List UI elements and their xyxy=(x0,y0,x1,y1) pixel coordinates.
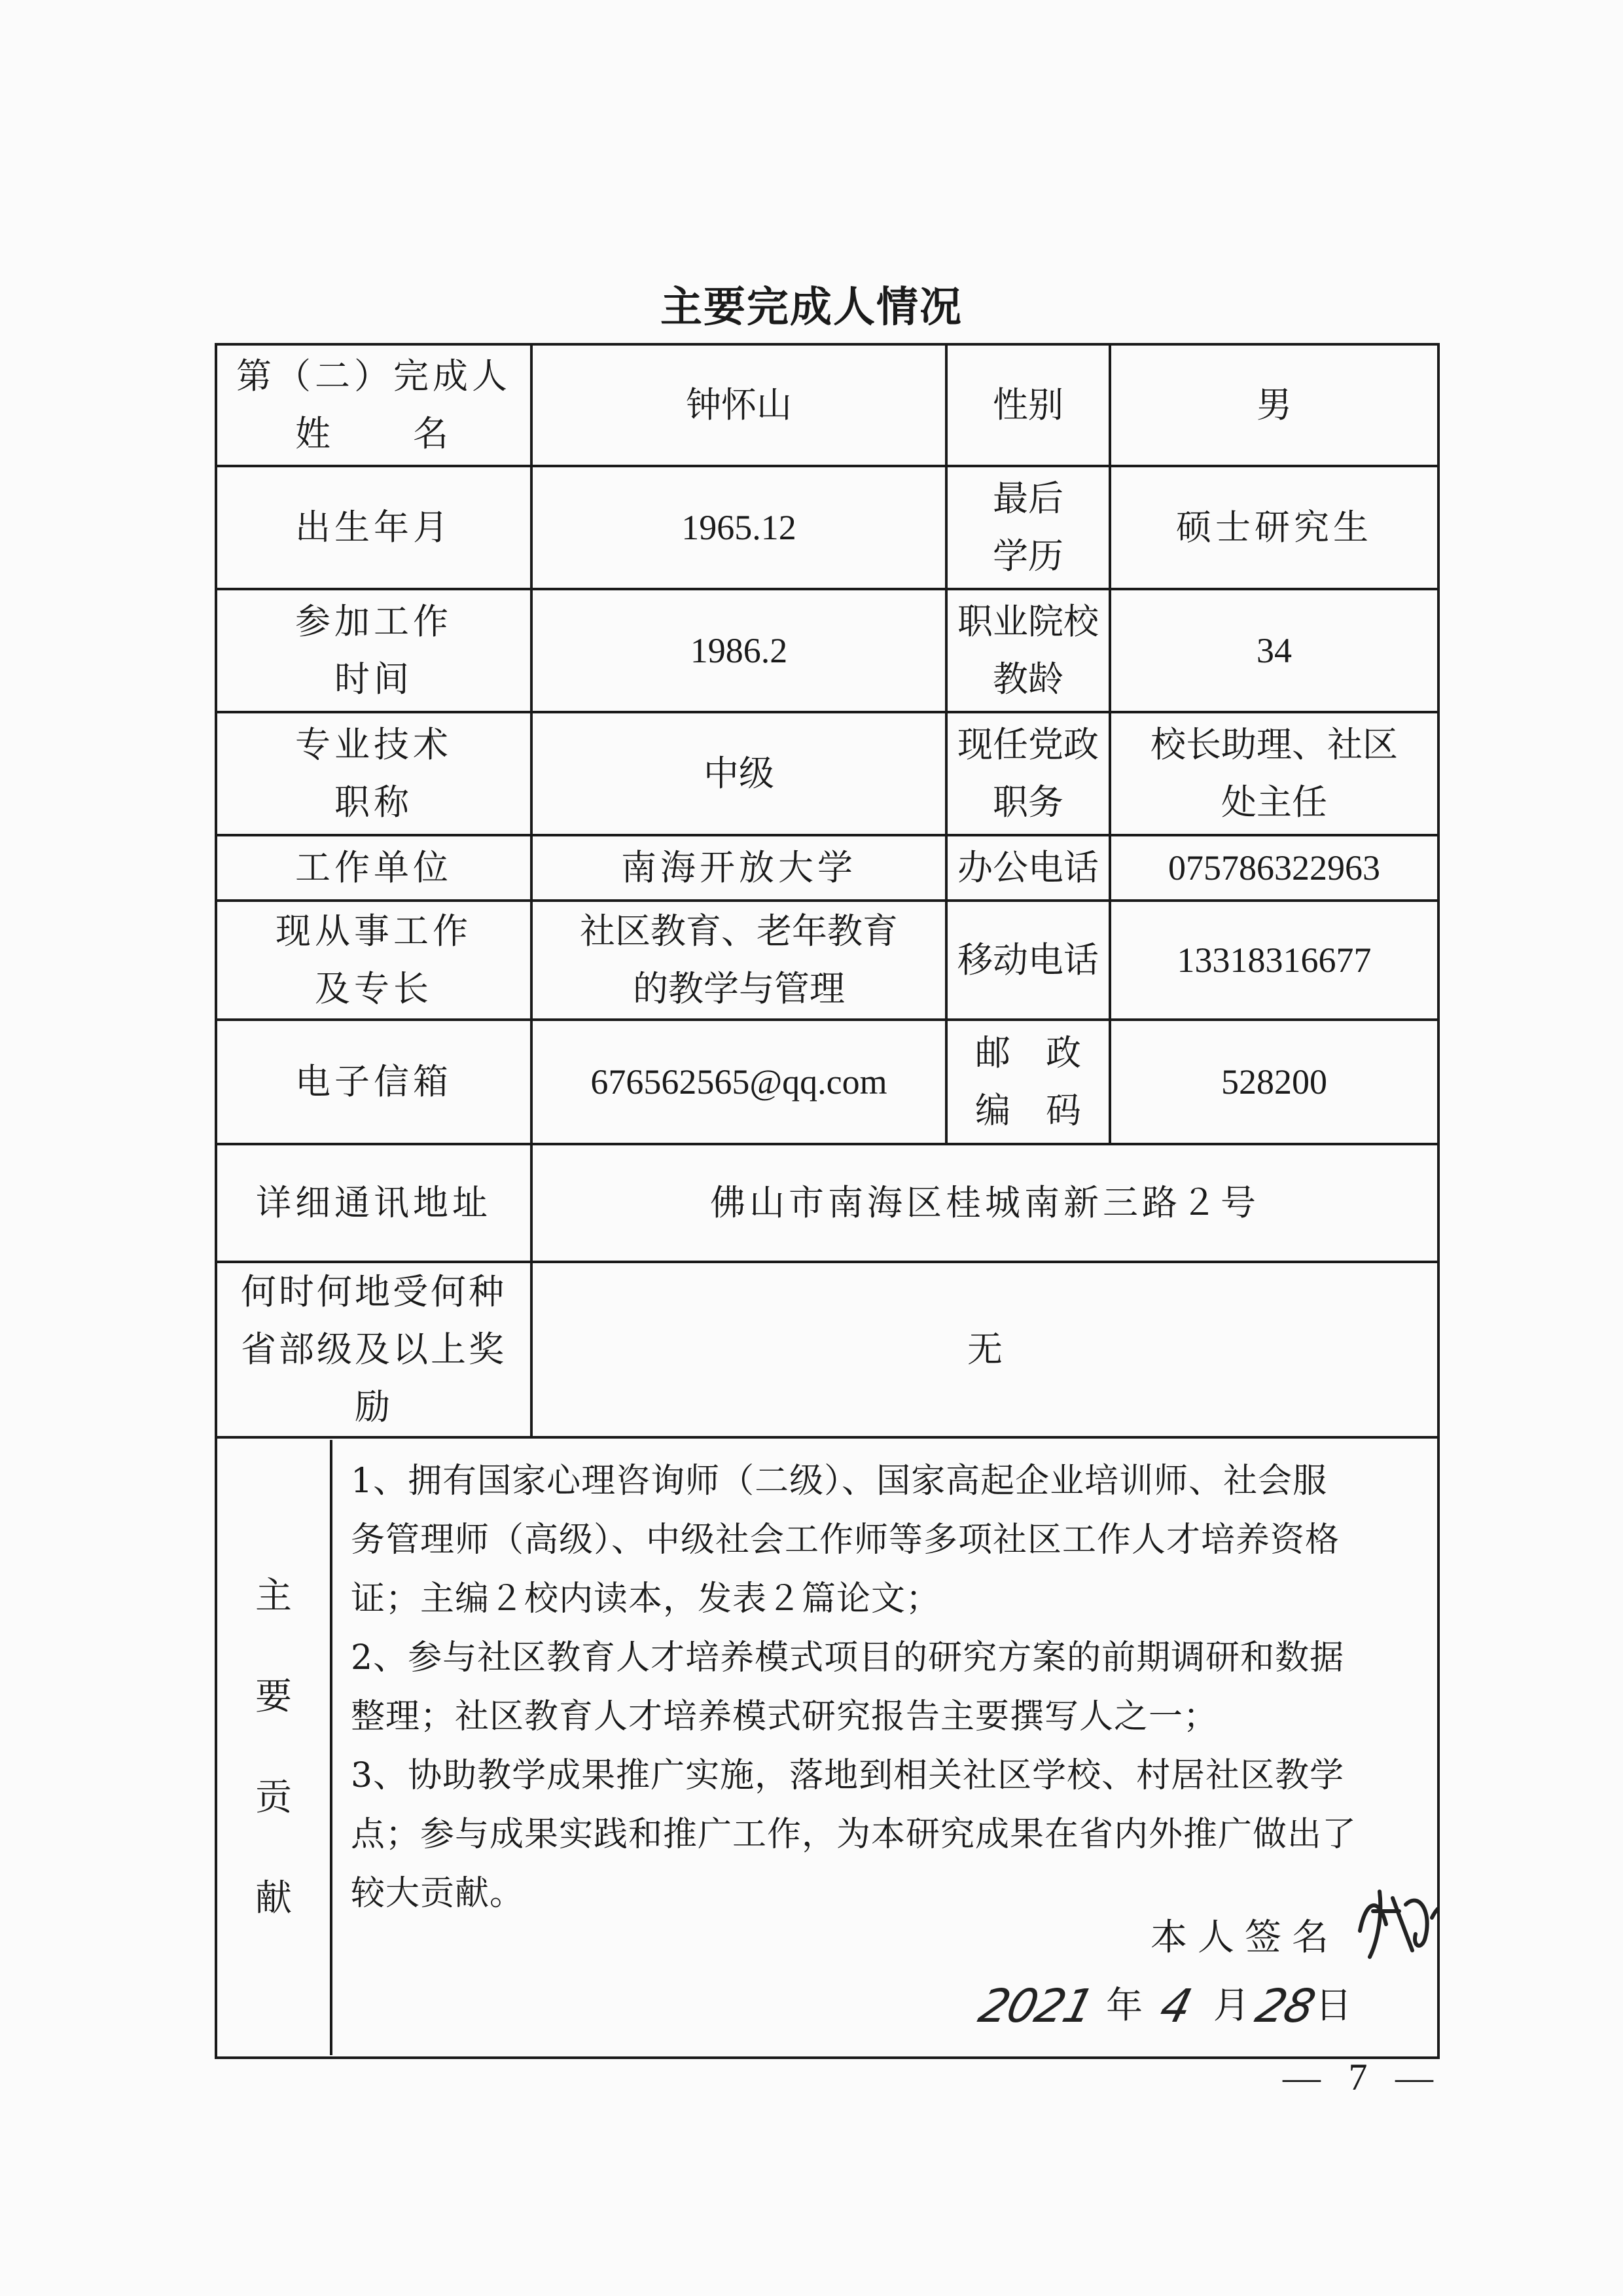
contributions-heading-char: 要 xyxy=(255,1676,292,1718)
table-row xyxy=(216,1262,1438,1437)
email-label: 电子信箱 xyxy=(216,1020,531,1144)
name-label-line1: 第（二）完成人 xyxy=(236,355,511,397)
table-row xyxy=(216,1020,1438,1144)
contributions-heading-char: 献 xyxy=(255,1877,292,1920)
date-month-unit: 月 xyxy=(1213,1984,1251,2027)
award-label-cell xyxy=(216,1262,531,1437)
contributions-body xyxy=(332,1440,1437,2055)
contribution-line: 务管理师（高级）、中级社会工作师等多项社区工作人才培养资格 xyxy=(351,1520,1340,1560)
office-phone-label: 办公电话 xyxy=(946,835,1110,901)
date-year-handwritten: 2021 xyxy=(973,1979,1099,2033)
info-table xyxy=(215,343,1440,2059)
gender-value: 男 xyxy=(1110,344,1438,466)
field-value-cell xyxy=(531,901,946,1020)
contribution-line: 3、协助教学成果推广实施，落地到相关社区学校、村居社区教学 xyxy=(351,1756,1345,1795)
postcode-label-line1: 邮 政 xyxy=(975,1032,1081,1073)
name-label-line2: 姓 名 xyxy=(295,413,452,454)
work-start-value: 1986.2 xyxy=(531,589,946,712)
postcode-label-line2: 编 码 xyxy=(975,1090,1081,1131)
postcode-label-cell xyxy=(946,1020,1110,1144)
sign-label: 本人签名 xyxy=(1150,1916,1339,1959)
birth-value: 1965.12 xyxy=(531,466,946,589)
title-value: 中级 xyxy=(531,712,946,835)
post-value-line2: 处主任 xyxy=(1221,781,1327,823)
edu-label-line1: 最后 xyxy=(993,478,1063,519)
postcode-value: 528200 xyxy=(1110,1020,1438,1144)
date-year-unit: 年 xyxy=(1106,1984,1144,2027)
contribution-line: 整理；社区教育人才培养模式研究报告主要撰写人之一； xyxy=(351,1697,1219,1736)
post-label-line2: 职务 xyxy=(993,781,1063,823)
edu-label-line2: 学历 xyxy=(993,535,1063,577)
page-title: 主要完成人情况 xyxy=(660,283,963,332)
field-label-line2: 及专长 xyxy=(315,968,433,1009)
teach-years-label-line1: 职业院校 xyxy=(957,601,1099,642)
teach-years-label-line2: 教龄 xyxy=(993,658,1063,700)
teach-years-value: 34 xyxy=(1110,589,1438,712)
unit-value: 南海开放大学 xyxy=(531,835,946,901)
field-label-cell xyxy=(216,901,531,1020)
work-start-label-cell xyxy=(216,589,531,712)
contribution-line: 点；参与成果实践和推广工作，为本研究成果在省内外推广做出了 xyxy=(351,1815,1357,1854)
table-row xyxy=(216,589,1438,712)
office-phone-value: 075786322963 xyxy=(1110,835,1438,901)
work-start-label-line1: 参加工作 xyxy=(295,601,452,642)
field-value-line1: 社区教育、老年教育 xyxy=(580,910,898,952)
post-label-line1: 现任党政 xyxy=(957,724,1099,765)
contribution-line: 较大贡献。 xyxy=(351,1874,525,1913)
title-label-cell xyxy=(216,712,531,835)
award-label-line2: 省部级及以上奖励 xyxy=(241,1329,507,1427)
gender-label: 性别 xyxy=(946,344,1110,466)
table-row xyxy=(216,712,1438,835)
table-row xyxy=(216,835,1438,901)
date-day-handwritten: 28 xyxy=(1250,1979,1320,2033)
field-label-line1: 现从事工作 xyxy=(276,910,472,952)
sign-date xyxy=(973,1977,1353,2036)
post-value-cell xyxy=(1110,712,1438,835)
field-value-line2: 的教学与管理 xyxy=(633,968,845,1009)
contributions-wrapper xyxy=(217,1440,1437,2055)
table-row xyxy=(216,1144,1438,1262)
birth-label: 出生年月 xyxy=(216,466,531,589)
contribution-line: 2、参与社区教育人才培养模式项目的研究方案的前期调研和数据 xyxy=(351,1638,1345,1677)
contribution-line: 1、拥有国家心理咨询师（二级）、国家高起企业培训师、社会服 xyxy=(351,1462,1328,1501)
email-value: 676562565@qq.com xyxy=(531,1020,946,1144)
contributions-heading-char: 贡 xyxy=(255,1776,292,1819)
page-number: — 7 — xyxy=(1283,2056,1442,2098)
edu-label-cell xyxy=(946,466,1110,589)
post-value-line1: 校长助理、社区 xyxy=(1150,724,1398,765)
contribution-line: 证；主编２校内读本，发表２篇论文； xyxy=(351,1579,941,1619)
post-label-cell xyxy=(946,712,1110,835)
date-month-handwritten: 4 xyxy=(1154,1979,1196,2033)
mobile-value: 13318316677 xyxy=(1110,901,1438,1020)
address-label: 详细通讯地址 xyxy=(216,1144,531,1262)
work-start-label-line2: 时间 xyxy=(334,658,413,700)
title-label-line1: 专业技术 xyxy=(295,724,452,765)
name-value: 钟怀山 xyxy=(531,344,946,466)
name-label-cell xyxy=(216,344,531,466)
contributions-heading-char: 主 xyxy=(255,1575,292,1617)
table-row xyxy=(216,344,1438,466)
award-value: 无 xyxy=(531,1262,1438,1437)
award-label-line1: 何时何地受何种 xyxy=(241,1271,507,1312)
table-row xyxy=(216,1437,1438,2058)
signature-icon xyxy=(1353,1872,1438,1970)
address-value: 佛山市南海区桂城南新三路２号 xyxy=(531,1144,1438,1262)
table-row xyxy=(216,901,1438,1020)
date-day-unit: 日 xyxy=(1315,1984,1353,2027)
edu-value: 硕士研究生 xyxy=(1110,466,1438,589)
teach-years-label-cell xyxy=(946,589,1110,712)
contributions-cell xyxy=(216,1437,1438,2058)
contributions-heading xyxy=(217,1440,332,2055)
title-label-line2: 职称 xyxy=(334,781,413,823)
table-row xyxy=(216,466,1438,589)
unit-label: 工作单位 xyxy=(216,835,531,901)
mobile-label: 移动电话 xyxy=(946,901,1110,1020)
